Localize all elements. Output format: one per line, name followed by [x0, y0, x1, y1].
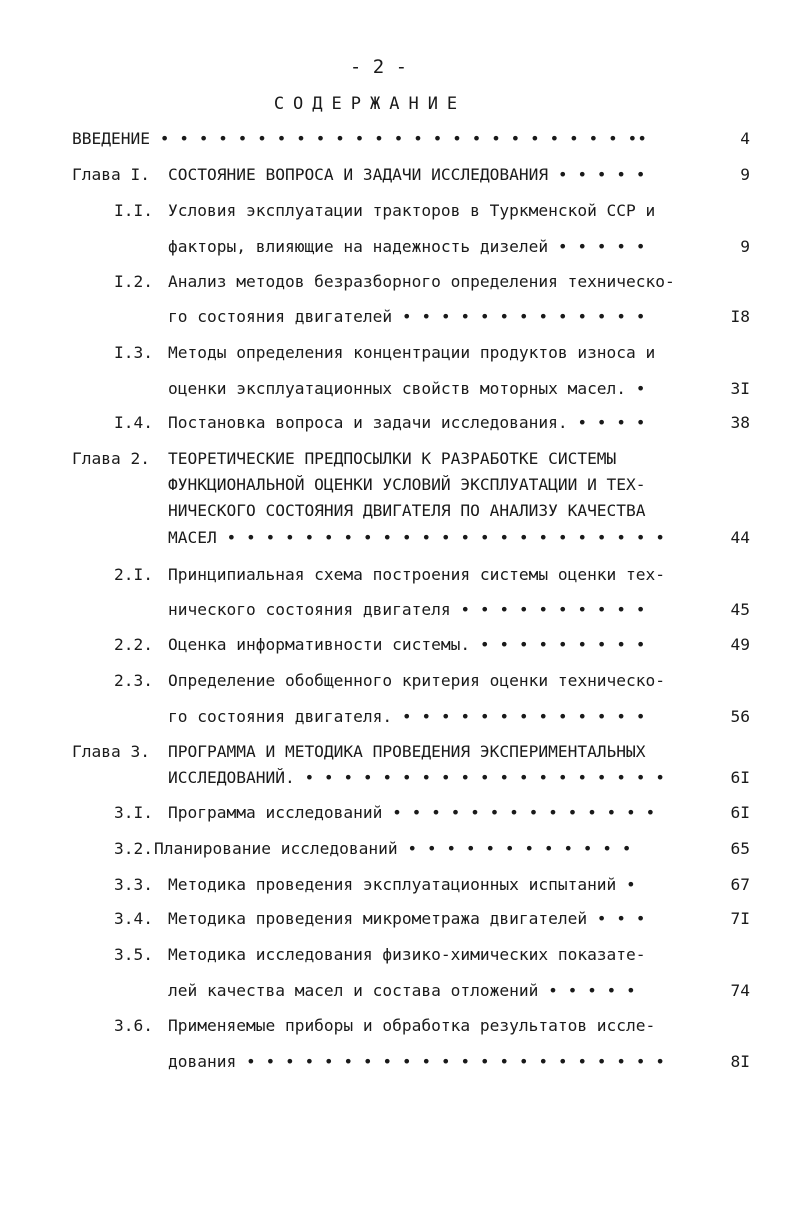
- toc-entry-text: ВВЕДЕНИЕ • • • • • • • • • • • • • • • • • • • • • • • • ••: [72, 129, 647, 148]
- toc-entry-text: Программа исследований • • • • • • • • • • • • • •: [168, 803, 656, 822]
- toc-entry-text: факторы, влияющие на надежность дизелей • • • • •: [168, 237, 646, 256]
- toc-entry-text: нического состояния двигателя • • • • • • • • • •: [168, 600, 646, 619]
- toc-entry-text: го состояния двигателей • • • • • • • • • • • • •: [168, 307, 646, 326]
- section-label: I.4.: [114, 413, 153, 432]
- section-label: 3.6.: [114, 1016, 153, 1035]
- toc-entry-text: Постановка вопроса и задачи исследования. • • • •: [168, 413, 646, 432]
- toc-page-number: 65: [730, 839, 750, 858]
- toc-entry-text: Методы определения концентрации продуктов износа и: [168, 343, 656, 362]
- page-number: - 2 -: [349, 56, 408, 78]
- toc-entry-text: Методика проведения эксплуатационных испытаний •: [168, 875, 636, 894]
- chapter-label: Глава 2.: [72, 449, 150, 468]
- toc-entry-text: Оценка информативности системы. • • • • • • • • •: [168, 635, 646, 654]
- section-label: 2.3.: [114, 671, 153, 690]
- toc-page-number: 6I: [730, 768, 750, 787]
- toc-page-number: 7I: [730, 909, 750, 928]
- chapter-title-line: ИССЛЕДОВАНИЙ. • • • • • • • • • • • • • • • • • • •: [168, 768, 666, 787]
- toc-page-number: 38: [730, 413, 750, 432]
- toc-page-number: 44: [730, 528, 750, 547]
- toc-entry-text: го состояния двигателя. • • • • • • • • • • • • •: [168, 707, 646, 726]
- toc-entry-text: Принципиальная схема построения системы оценки тех-: [168, 565, 666, 584]
- toc-entry-text: Определение обобщенного критерия оценки техническо-: [168, 671, 666, 690]
- toc-page-number: 9: [740, 165, 750, 184]
- section-label: 2.I.: [114, 565, 153, 584]
- chapter-title-line: ПРОГРАММА И МЕТОДИКА ПРОВЕДЕНИЯ ЭКСПЕРИМЕНТАЛЬНЫХ: [168, 742, 646, 761]
- toc-entry-text: Методика проведения микрометража двигателей • • •: [168, 909, 646, 928]
- section-label: I.3.: [114, 343, 153, 362]
- section-label: I.2.: [114, 272, 153, 291]
- chapter-title-line: ТЕОРЕТИЧЕСКИЕ ПРЕДПОСЫЛКИ К РАЗРАБОТКЕ СИСТЕМЫ: [168, 449, 617, 468]
- chapter-title-line: СОСТОЯНИЕ ВОПРОСА И ЗАДАЧИ ИССЛЕДОВАНИЯ • • • • •: [168, 165, 646, 184]
- toc-entry-text: Применяемые приборы и обработка результатов иссле-: [168, 1016, 656, 1035]
- toc-page-number: 6I: [730, 803, 750, 822]
- toc-page-number: I8: [730, 307, 750, 326]
- toc-page-number: 45: [730, 600, 750, 619]
- toc-page-number: 9: [740, 237, 750, 256]
- toc-page-number: 67: [730, 875, 750, 894]
- toc-entry-text: Методика исследования физико-химических показате-: [168, 945, 646, 964]
- toc-page-number: 49: [730, 635, 750, 654]
- toc-entry-text: Планирование исследований • • • • • • • • • • • •: [154, 839, 632, 858]
- section-label: 3.2.: [114, 839, 153, 858]
- section-label: I.I.: [114, 201, 153, 220]
- toc-page-number: 8I: [730, 1052, 750, 1071]
- section-label: 3.3.: [114, 875, 153, 894]
- section-label: 2.2.: [114, 635, 153, 654]
- chapter-title-line: МАСЕЛ • • • • • • • • • • • • • • • • • • • • • • •: [168, 528, 666, 547]
- toc-entry-text: дования • • • • • • • • • • • • • • • • • • • • • •: [168, 1052, 666, 1071]
- chapter-title-line: НИЧЕСКОГО СОСТОЯНИЯ ДВИГАТЕЛЯ ПО АНАЛИЗУ КАЧЕСТВА: [168, 501, 646, 520]
- toc-entry-text: оценки эксплуатационных свойств моторных масел. •: [168, 379, 646, 398]
- section-label: 3.4.: [114, 909, 153, 928]
- section-label: 3.I.: [114, 803, 153, 822]
- chapter-label: Глава 3.: [72, 742, 150, 761]
- toc-entry-text: Анализ методов безразборного определения техническо-: [168, 272, 675, 291]
- toc-entry-text: Условия эксплуатации тракторов в Туркменской ССР и: [168, 201, 656, 220]
- toc-entry-text: лей качества масел и состава отложений • • • • •: [168, 981, 636, 1000]
- toc-page-number: 56: [730, 707, 750, 726]
- chapter-title-line: ФУНКЦИОНАЛЬНОЙ ОЦЕНКИ УСЛОВИЙ ЭКСПЛУАТАЦИИ И ТЕХ-: [168, 475, 646, 494]
- chapter-label: Глава I.: [72, 165, 150, 184]
- toc-page-number: 4: [740, 129, 750, 148]
- toc-page-number: 3I: [730, 379, 750, 398]
- page-title: СОДЕРЖАНИЕ: [273, 94, 467, 114]
- section-label: 3.5.: [114, 945, 153, 964]
- toc-page-number: 74: [730, 981, 750, 1000]
